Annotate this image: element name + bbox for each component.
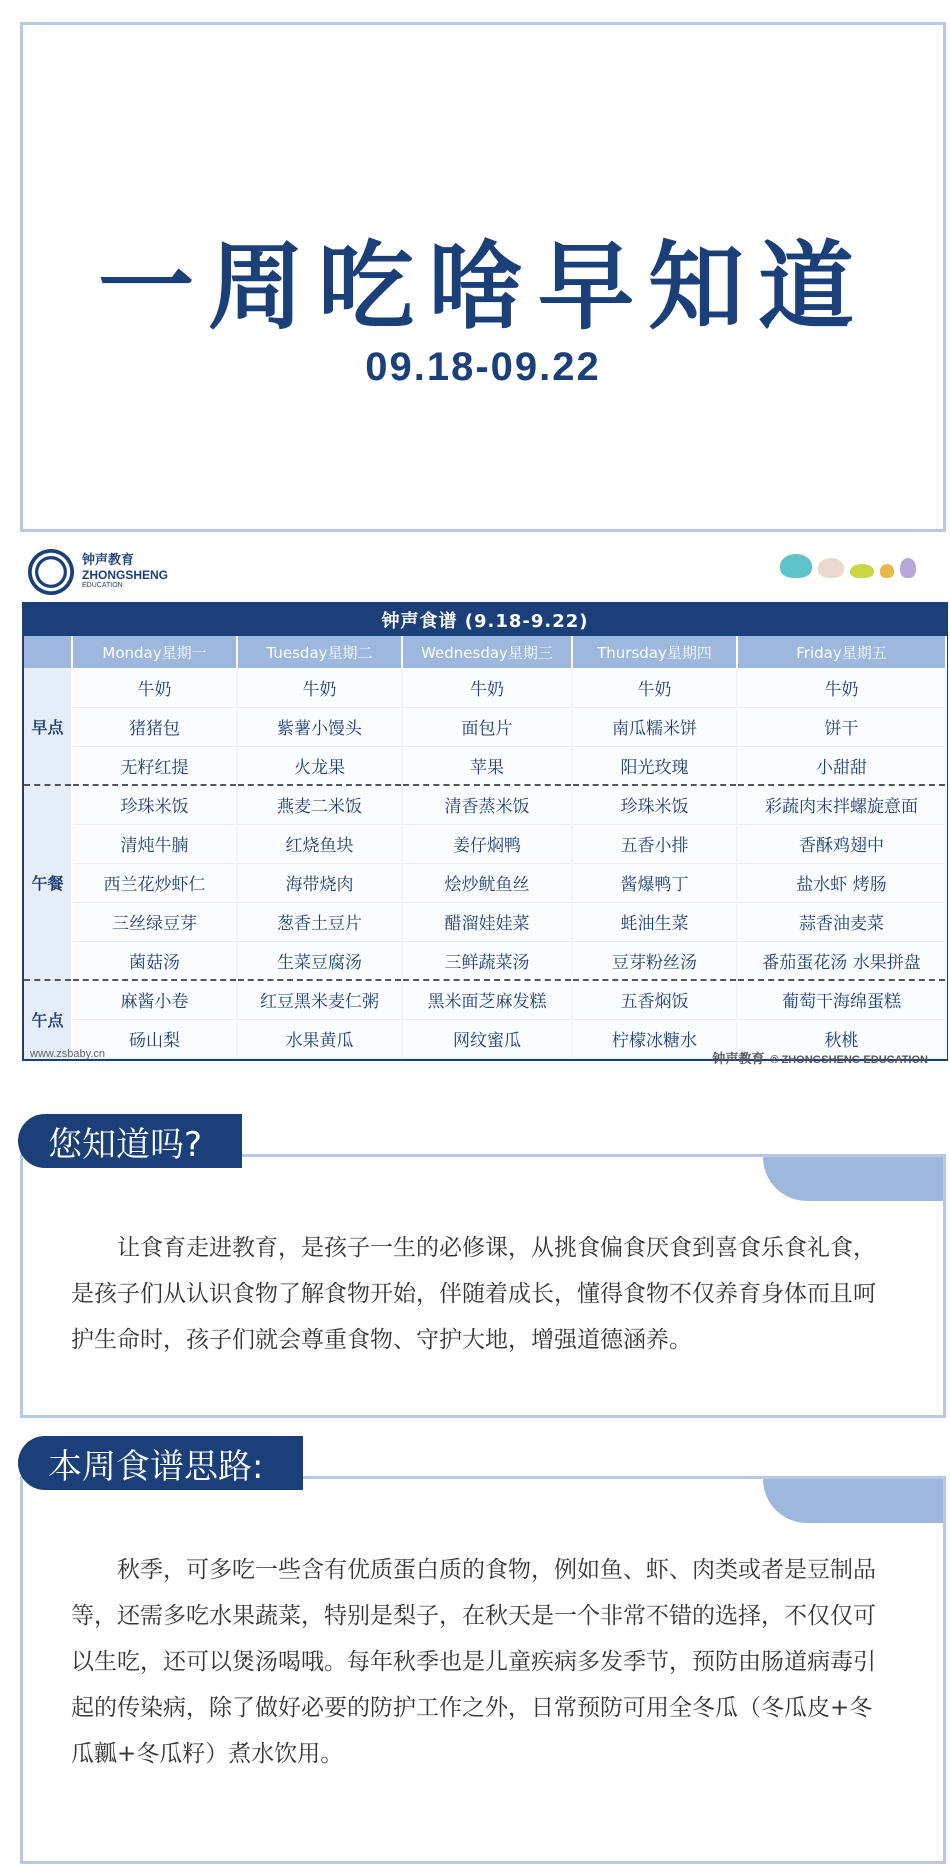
hero-card <box>20 22 946 532</box>
dish-cell: 菌菇汤 <box>72 941 237 980</box>
dish-cell: 清炖牛腩 <box>72 824 237 863</box>
menu-body <box>24 668 946 1058</box>
dish-cell: 麻酱小卷 <box>72 980 237 1019</box>
dish-cell: 五香小排 <box>572 824 737 863</box>
menu-grid <box>24 636 947 1059</box>
table-row <box>24 785 946 824</box>
dish-cell: 牛奶 <box>402 668 572 707</box>
dish-cell: 红豆黑米麦仁粥 <box>237 980 402 1019</box>
corner-decoration <box>763 1479 943 1523</box>
meal-label: 午点 <box>24 980 72 1058</box>
dish-cell: 烩炒鱿鱼丝 <box>402 863 572 902</box>
dish-cell: 珍珠米饭 <box>572 785 737 824</box>
meal-label: 午餐 <box>24 785 72 980</box>
dish-cell: 酱爆鸭丁 <box>572 863 737 902</box>
dish-cell: 火龙果 <box>237 746 402 785</box>
menu-title: 钟声食谱 (9.18-9.22) <box>24 604 946 636</box>
menu-idea-section <box>20 1430 946 1866</box>
school-logo-icon <box>28 549 74 595</box>
day-header: Tuesday星期二 <box>237 636 402 668</box>
brand-sub: EDUCATION <box>82 581 123 589</box>
dish-cell: 葱香土豆片 <box>237 902 402 941</box>
day-header: Monday星期一 <box>72 636 237 668</box>
dish-cell: 豆芽粉丝汤 <box>572 941 737 980</box>
elephant-icon <box>780 554 812 578</box>
dish-cell: 水果黄瓜 <box>237 1019 402 1058</box>
dish-cell: 西兰花炒虾仁 <box>72 863 237 902</box>
brand-header <box>28 546 168 598</box>
day-header: Thursday星期四 <box>572 636 737 668</box>
cat-icon <box>880 564 894 578</box>
did-you-know-box <box>20 1154 946 1418</box>
dish-cell: 无籽红提 <box>72 746 237 785</box>
table-row <box>24 746 946 785</box>
dish-cell: 黑米面芝麻发糕 <box>402 980 572 1019</box>
dish-cell: 秋桃 <box>737 1019 946 1058</box>
dish-cell: 蚝油生菜 <box>572 902 737 941</box>
dish-cell: 三丝绿豆芽 <box>72 902 237 941</box>
dish-cell: 猪猪包 <box>72 707 237 746</box>
dish-cell: 网纹蜜瓜 <box>402 1019 572 1058</box>
site-url: www.zsbaby.cn <box>30 1048 105 1060</box>
dish-cell: 葡萄干海绵蛋糕 <box>737 980 946 1019</box>
did-you-know-text: 让食育走进教育，是孩子一生的必修课，从挑食偏食厌食到喜食乐食礼食，是孩子们从认识食物了解食物开始，伴随着成长，懂得食物不仅养育身体而且呵护生命时，孩子们就会尊重食物、守护大地，增强道德涵养。 <box>71 1235 876 1353</box>
dish-cell: 燕麦二米饭 <box>237 785 402 824</box>
footer-brand <box>712 1048 928 1067</box>
animal-decorations <box>780 554 916 578</box>
dish-cell: 蒜香油麦菜 <box>737 902 946 941</box>
dish-cell: 紫薯小馒头 <box>237 707 402 746</box>
dish-cell: 饼干 <box>737 707 946 746</box>
did-you-know-section <box>20 1108 946 1418</box>
menu-idea-box <box>20 1476 946 1864</box>
dish-cell: 牛奶 <box>237 668 402 707</box>
day-header: Friday星期五 <box>737 636 946 668</box>
brand-name-en: ZHONGSHENG <box>82 567 169 582</box>
dish-cell: 海带烧肉 <box>237 863 402 902</box>
dish-cell: 醋溜娃娃菜 <box>402 902 572 941</box>
dish-cell: 柠檬冰糖水 <box>572 1019 737 1058</box>
footer-brand-cn: 钟声教育 <box>712 1052 765 1067</box>
table-row <box>24 941 946 980</box>
header-row <box>24 636 946 668</box>
table-row <box>24 902 946 941</box>
dish-cell: 牛奶 <box>737 668 946 707</box>
table-row <box>24 863 946 902</box>
menu-table <box>22 602 948 1061</box>
dish-cell: 姜仔焖鸭 <box>402 824 572 863</box>
footer-brand-en: ® ZHONGSHENG EDUCATION <box>770 1054 928 1066</box>
dish-cell: 红烧鱼块 <box>237 824 402 863</box>
corner-cell <box>24 636 72 668</box>
dish-cell: 砀山梨 <box>72 1019 237 1058</box>
table-row <box>24 980 946 1019</box>
menu-idea-tab: 本周食谱思路: <box>18 1436 303 1490</box>
dish-cell: 香酥鸡翅中 <box>737 824 946 863</box>
dish-cell: 三鲜蔬菜汤 <box>402 941 572 980</box>
dish-cell: 牛奶 <box>572 668 737 707</box>
did-you-know-tab: 您知道吗? <box>18 1114 242 1168</box>
dish-cell: 阳光玫瑰 <box>572 746 737 785</box>
date-range: 09.18-09.22 <box>365 345 601 389</box>
sheep-icon <box>818 558 844 578</box>
dish-cell: 珍珠米饭 <box>72 785 237 824</box>
dish-cell: 清香蒸米饭 <box>402 785 572 824</box>
day-header: Wednesday星期三 <box>402 636 572 668</box>
dish-cell: 牛奶 <box>72 668 237 707</box>
menu-image <box>22 540 948 1080</box>
bird-icon <box>850 564 874 578</box>
corner-decoration <box>763 1157 943 1201</box>
dish-cell: 五香焖饭 <box>572 980 737 1019</box>
dish-cell: 番茄蛋花汤 水果拼盘 <box>737 941 946 980</box>
dish-cell: 南瓜糯米饼 <box>572 707 737 746</box>
page-title: 一周吃啥早知道 <box>98 231 868 343</box>
table-row <box>24 668 946 707</box>
dish-cell: 小甜甜 <box>737 746 946 785</box>
dish-cell: 苹果 <box>402 746 572 785</box>
dish-cell: 生菜豆腐汤 <box>237 941 402 980</box>
rabbit-icon <box>900 558 916 578</box>
table-row <box>24 707 946 746</box>
meal-label: 早点 <box>24 668 72 785</box>
dish-cell: 彩蔬肉末拌螺旋意面 <box>737 785 946 824</box>
dish-cell: 面包片 <box>402 707 572 746</box>
menu-idea-text: 秋季，可多吃一些含有优质蛋白质的食物，例如鱼、虾、肉类或者是豆制品等，还需多吃水果蔬菜，特别是梨子，在秋天是一个非常不错的选择，不仅仅可以生吃，还可以煲汤喝哦。每年秋季也是儿童疾病多发季节，预防由肠道病毒引起的传染病，除了做好必要的防护工作之外，日常预防可用全冬瓜（冬瓜皮+冬瓜瓤+冬瓜籽）煮水饮用。 <box>71 1557 876 1767</box>
table-row <box>24 824 946 863</box>
brand-name-cn: 钟声教育 <box>82 553 135 569</box>
dish-cell: 盐水虾 烤肠 <box>737 863 946 902</box>
